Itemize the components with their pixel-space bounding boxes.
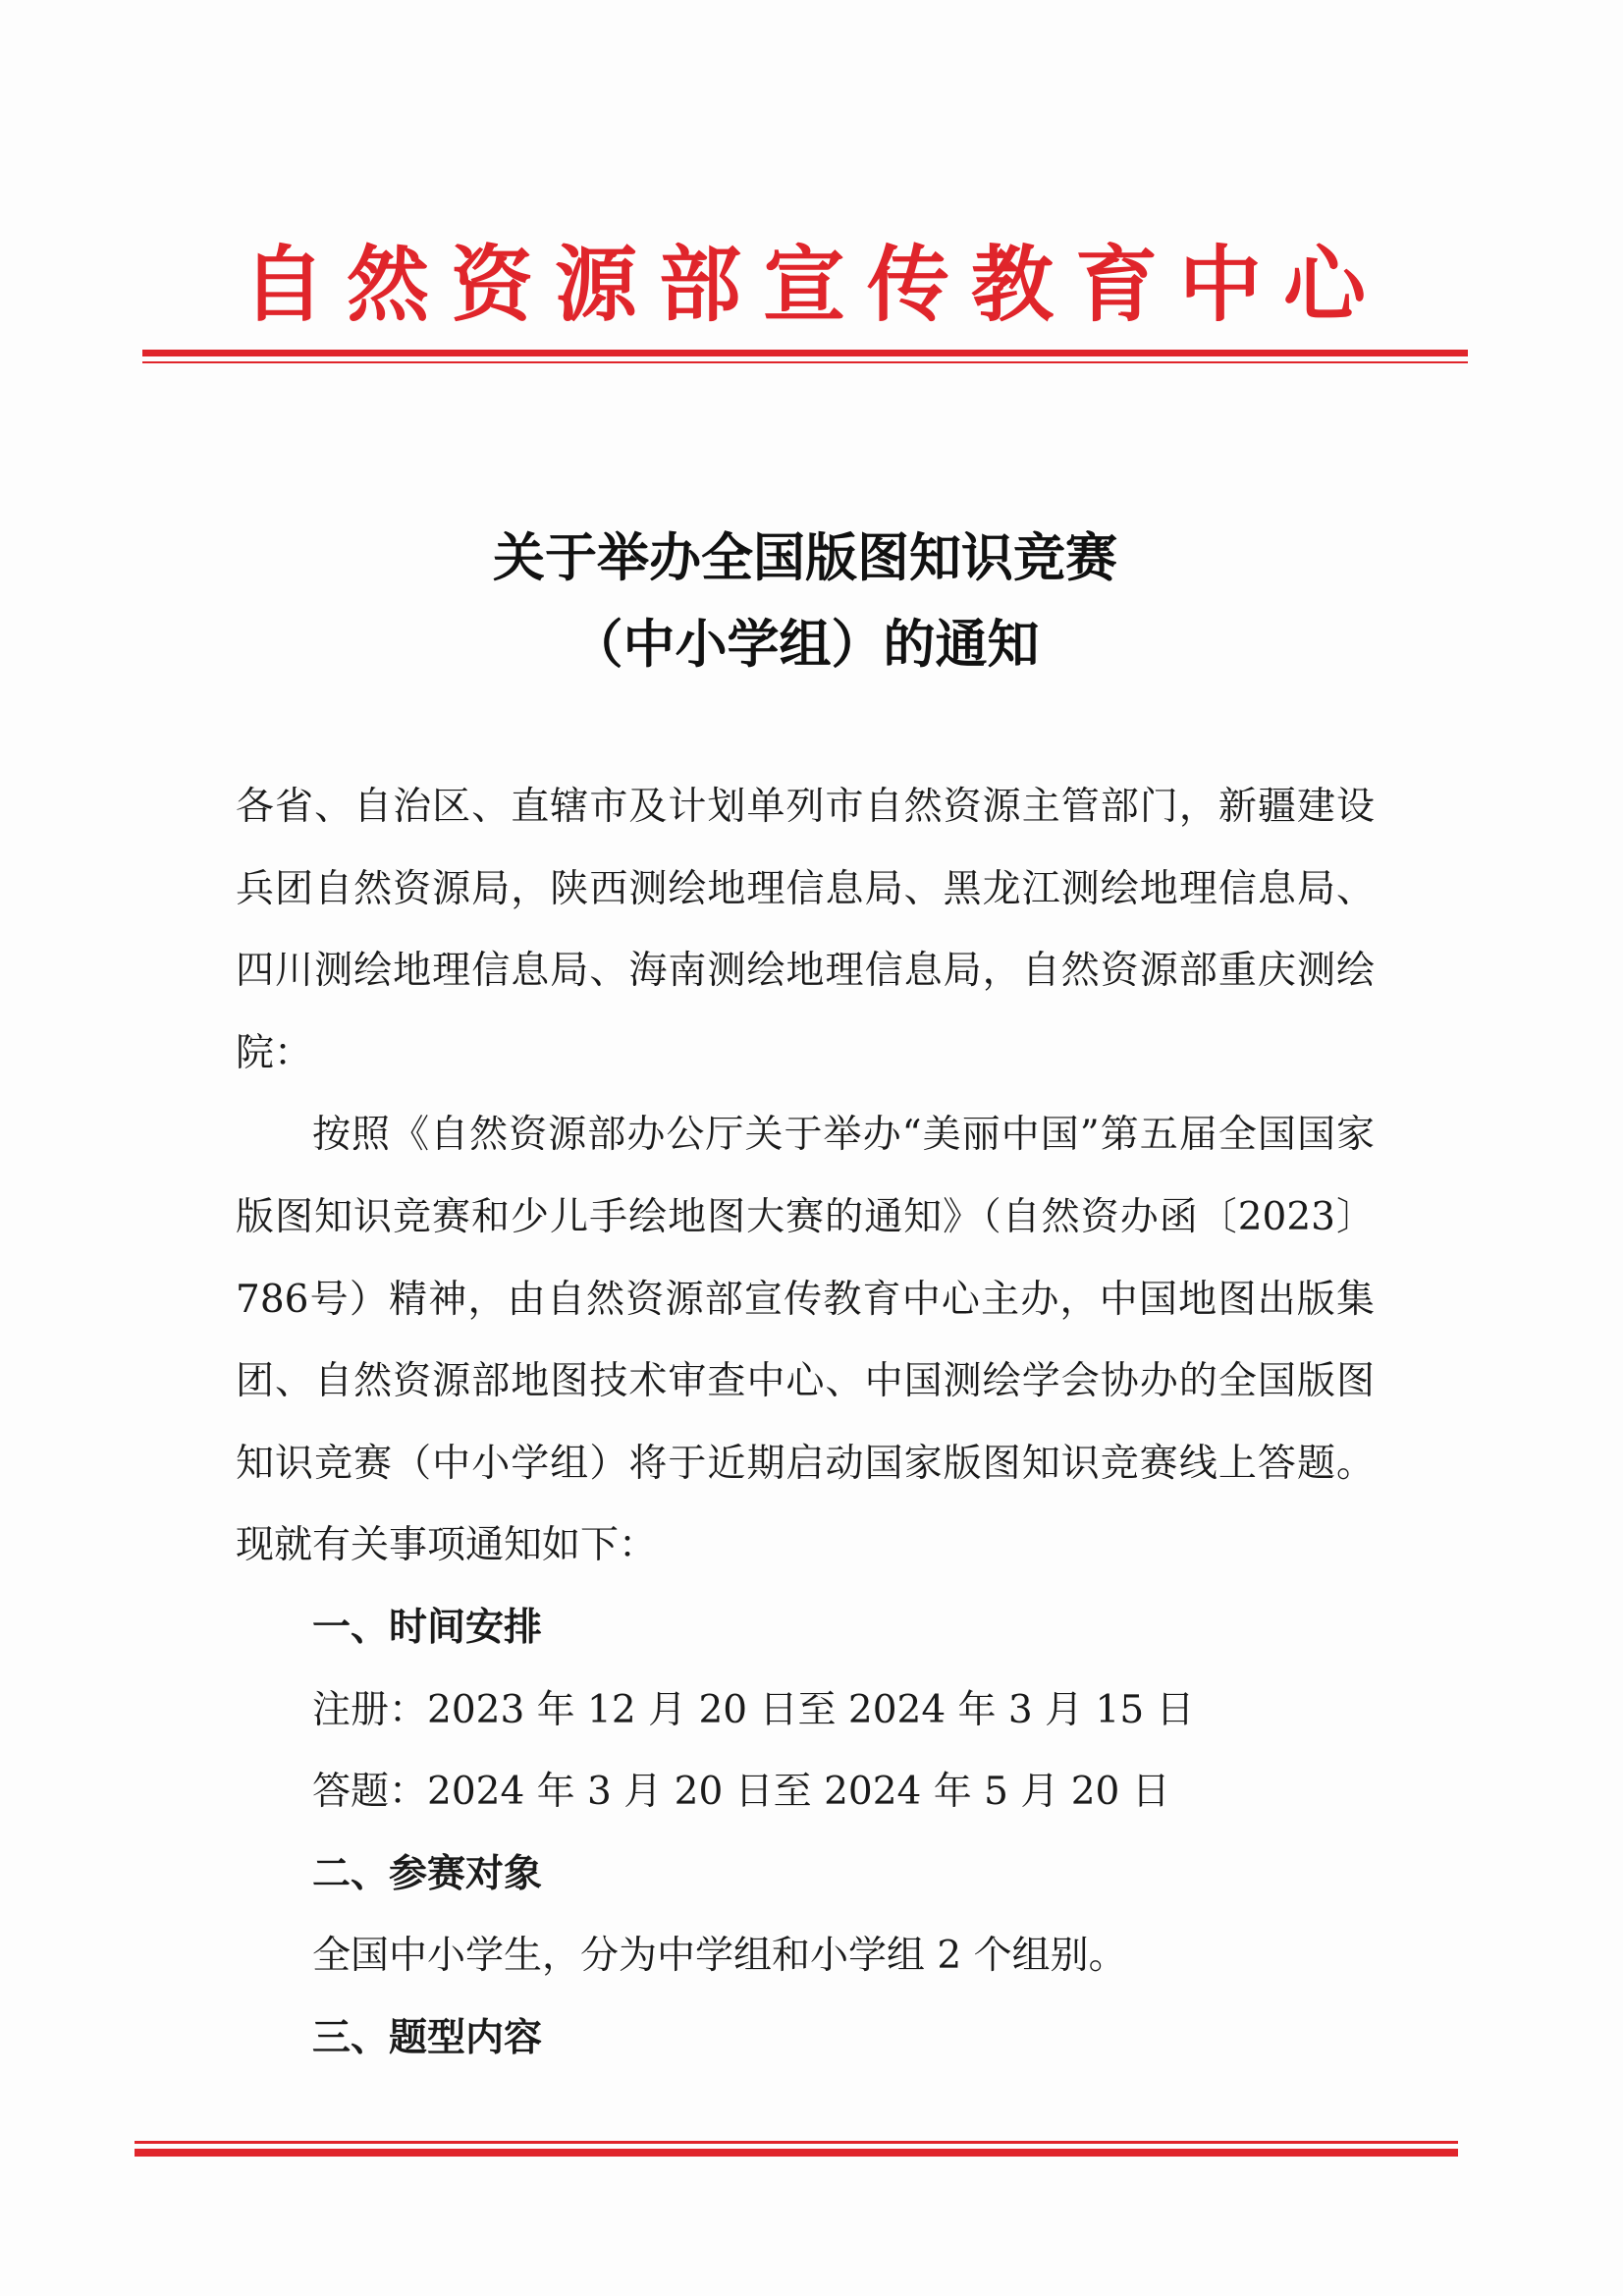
participants-text: 全国中小学生，分为中学组和小学组 2 个组别。 (312, 1934, 1127, 1979)
masthead-rule-thin (142, 361, 1468, 363)
notice-body (236, 766, 1375, 2080)
footer-rule-thick (135, 2149, 1458, 2157)
section2-heading: 二、参赛对象 (312, 1851, 543, 1896)
notice-title-line2: （中小学组）的通知 (570, 615, 1040, 675)
addressees-paragraph: 各省、自治区、直辖市及计划单列市自然资源主管部门，新疆建设兵团自然资源局，陕西测绘地理信息局、黑龙江测绘地理信息局、四川测绘地理信息局、海南测绘地理信息局，自然资源部重庆测绘院： (236, 785, 1375, 1075)
notice-title (142, 516, 1468, 688)
footer-rule-thin (135, 2141, 1458, 2144)
section3-heading: 三、题型内容 (312, 2015, 543, 2060)
answering-period: 答题：2024 年 3 月 20 日至 2024 年 5 月 20 日 (312, 1770, 1170, 1815)
section1-heading: 一、时间安排 (312, 1605, 543, 1650)
registration-period: 注册：2023 年 12 月 20 日至 2024 年 3 月 15 日 (312, 1687, 1195, 1732)
intro-paragraph: 按照《自然资源部办公厅关于举办“美丽中国”第五届全国国家版图知识竞赛和少儿手绘地图大赛的通知》（自然资办函〔2023〕786号）精神，由自然资源部宣传教育中心主办，中国地图出版集团、自然资源部地图技术审查中心、中国测绘学会协办的全国版图知识竞赛（中小学组）将于近期启动国家版图知识竞赛线上答题。现就有关事项通知如下： (236, 1113, 1375, 1568)
notice-title-line1: 关于举办全国版图知识竞赛 (493, 528, 1117, 588)
masthead-rule-thick (142, 350, 1468, 356)
masthead-org-name: 自然资源部宣传教育中心 (242, 236, 1387, 333)
